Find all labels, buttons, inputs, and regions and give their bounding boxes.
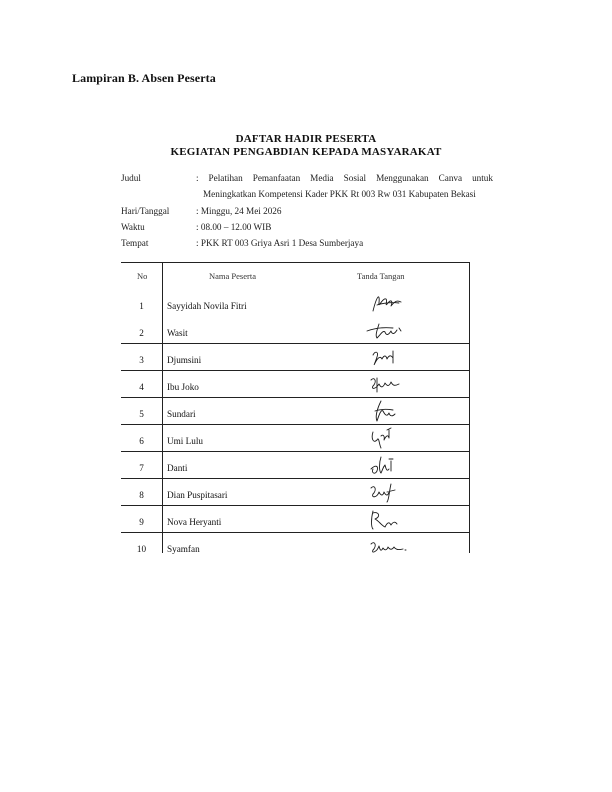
document-subtitle: KEGIATAN PENGABDIAN KEPADA MASYARAKAT — [170, 146, 442, 158]
table-row — [121, 424, 470, 452]
header-name: Nama Peserta — [209, 271, 256, 281]
row-number: 2 — [139, 328, 144, 338]
tempat-value: : PKK RT 003 Griya Asri 1 Desa Sumberjaya — [196, 238, 364, 248]
table-row — [121, 478, 470, 506]
judul-value-line2: Meningkatkan Kompetensi Kader PKK Rt 003 Rw 031 Kabupaten Bekasi — [203, 189, 476, 199]
participant-name: Dian Puspitasari — [167, 490, 228, 500]
table-row — [121, 397, 470, 425]
tempat-label: Tempat — [121, 238, 149, 248]
waktu-value: : 08.00 – 12.00 WIB — [196, 222, 272, 232]
attachment-heading: Lampiran B. Absen Peserta — [72, 71, 216, 85]
table-row — [121, 370, 470, 398]
participant-name: Nova Heryanti — [167, 517, 222, 527]
signature-image — [353, 370, 413, 397]
header-no: No — [137, 271, 148, 281]
table-row — [121, 343, 470, 371]
participant-name: Sundari — [167, 409, 196, 419]
participant-name: Wasit — [167, 328, 188, 338]
participant-name: Syamfan — [167, 544, 200, 554]
row-number: 1 — [139, 301, 144, 311]
signature-image — [353, 451, 413, 478]
table-row — [121, 451, 470, 479]
judul-value-line1: : Pelatihan Pemanfaatan Media Sosial Menggunakan Canva untuk — [196, 173, 493, 183]
signature-image — [353, 289, 413, 316]
header-signature: Tanda Tangan — [357, 271, 405, 281]
signature-image — [353, 316, 413, 343]
signature-image — [353, 424, 413, 451]
row-number: 4 — [139, 382, 144, 392]
row-number: 3 — [139, 355, 144, 365]
row-number: 9 — [139, 517, 144, 527]
row-number: 6 — [139, 436, 144, 446]
tanggal-value: : Minggu, 24 Mei 2026 — [196, 206, 282, 216]
attendance-table — [121, 262, 470, 553]
row-number: 8 — [139, 490, 144, 500]
participant-name: Ibu Joko — [167, 382, 199, 392]
table-row — [121, 532, 470, 559]
document-title: DAFTAR HADIR PESERTA — [235, 133, 377, 145]
signature-image — [353, 397, 413, 424]
waktu-label: Waktu — [121, 222, 145, 232]
participant-name: Umi Lulu — [167, 436, 203, 446]
tanggal-label: Hari/Tanggal — [121, 206, 170, 216]
row-number: 10 — [136, 544, 147, 554]
signature-image — [353, 343, 413, 370]
row-number: 7 — [139, 463, 144, 473]
signature-image — [353, 505, 413, 532]
participant-name: Danti — [167, 463, 188, 473]
signature-image — [353, 478, 413, 505]
participant-name: Djumsini — [167, 355, 202, 365]
table-row — [121, 316, 470, 344]
signature-image — [353, 532, 413, 559]
participant-name: Sayyidah Novila Fitri — [167, 301, 247, 311]
row-number: 5 — [139, 409, 144, 419]
table-row — [121, 289, 470, 316]
table-row — [121, 505, 470, 533]
judul-label: Judul — [121, 173, 141, 183]
